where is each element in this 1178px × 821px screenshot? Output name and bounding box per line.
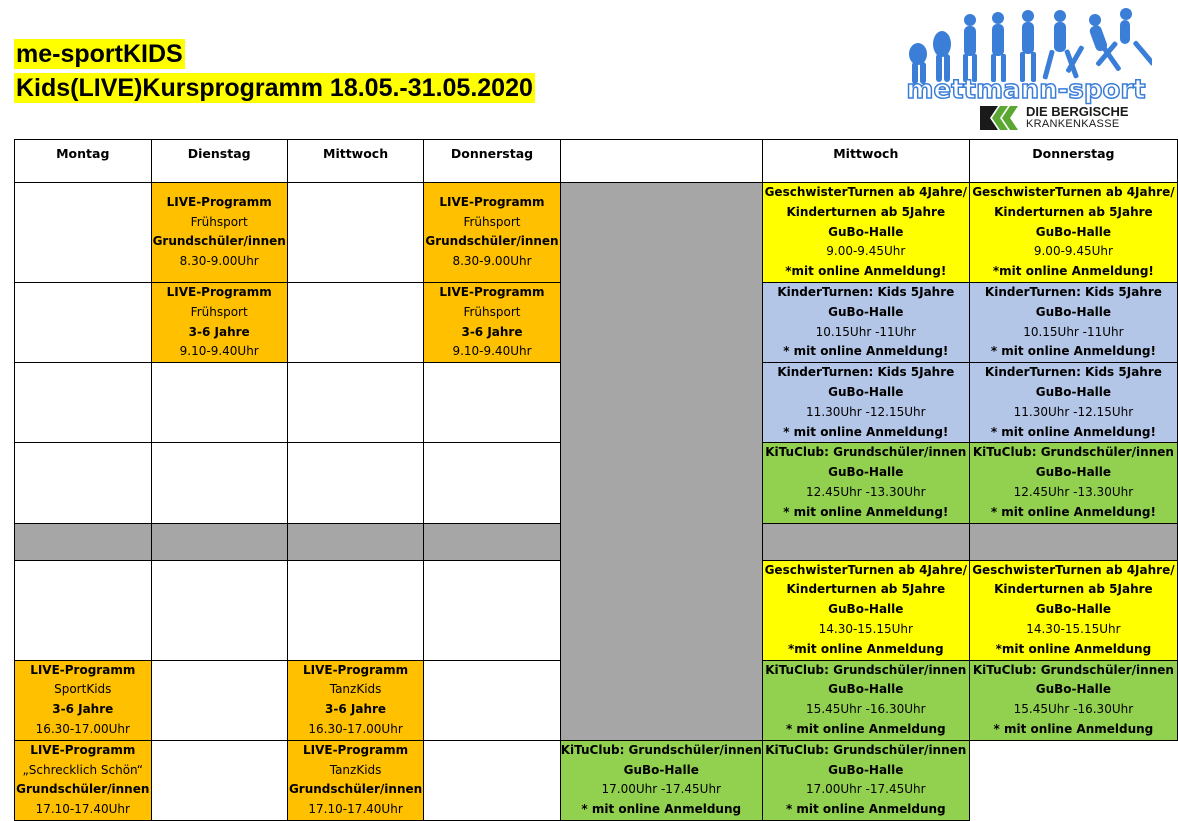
empty-cell [424, 740, 560, 820]
gubo-cell: KiTuClub: Grundschüler/innen GuBo-Halle 12.45Uhr -13.30Uhr * mit online Anmeldung! [762, 443, 969, 523]
empty-cell [15, 443, 152, 523]
empty-cell [151, 560, 287, 660]
empty-cell [287, 560, 423, 660]
schedule-table [14, 139, 1178, 821]
gubo-cell: KiTuClub: Grundschüler/innen GuBo-Halle 15.45Uhr -16.30Uhr * mit online Anmeldung [969, 660, 1177, 740]
empty-cell [424, 363, 560, 443]
gubo-cell: KiTuClub: Grundschüler/innen GuBo-Halle 15.45Uhr -16.30Uhr * mit online Anmeldung [762, 660, 969, 740]
empty-cell [151, 363, 287, 443]
empty-cell [424, 660, 560, 740]
col-header-mittwoch: Mittwoch [287, 140, 423, 183]
header-row [15, 140, 1178, 183]
table-row [15, 740, 1178, 820]
gubo-cell: GeschwisterTurnen ab 4Jahre/ Kinderturnen ab 5Jahre GuBo-Halle 14.30-15.15Uhr *mit online Anmeldung [762, 560, 969, 660]
col-header-dienstag: Dienstag [151, 140, 287, 183]
empty-cell [287, 443, 423, 523]
svg-text:mettmann-sport: mettmann-sport [906, 75, 1146, 105]
bkk-mark-icon [980, 106, 1022, 130]
bkk-name-line1: DIE BERGISCHE [1026, 104, 1129, 119]
live-cell: LIVE-Programm Frühsport 3-6 Jahre 9.10-9.40Uhr [424, 282, 560, 362]
gubo-cell: KinderTurnen: Kids 5Jahre GuBo-Halle 11.30Uhr -12.15Uhr * mit online Anmeldung! [969, 363, 1177, 443]
live-cell: LIVE-Programm Frühsport 3-6 Jahre 9.10-9.40Uhr [151, 282, 287, 362]
gubo-cell: KinderTurnen: Kids 5Jahre GuBo-Halle 10.15Uhr -11Uhr * mit online Anmeldung! [969, 282, 1177, 362]
col-header-mittwoch-halle: Mittwoch [762, 140, 969, 183]
empty-cell [287, 183, 423, 283]
live-cell: LIVE-Programm „Schrecklich Schön“ Grundschüler/innen 17.10-17.40Uhr [15, 740, 152, 820]
live-cell: LIVE-Programm TanzKids 3-6 Jahre 16.30-17.00Uhr [287, 660, 423, 740]
empty-cell [15, 282, 152, 362]
empty-cell [151, 443, 287, 523]
live-cell: LIVE-Programm TanzKids Grundschüler/innen 17.10-17.40Uhr [287, 740, 423, 820]
gubo-cell: GeschwisterTurnen ab 4Jahre/ Kinderturnen ab 5Jahre GuBo-Halle 9.00-9.45Uhr *mit online Anmeldung! [969, 183, 1177, 283]
mettmann-sport-logo [900, 6, 1152, 106]
separator-column [560, 183, 762, 741]
page-title: me-sportKIDS [16, 40, 183, 68]
empty-cell [287, 282, 423, 362]
live-cell: LIVE-Programm Frühsport Grundschüler/innen 8.30-9.00Uhr [151, 183, 287, 283]
gubo-cell: KinderTurnen: Kids 5Jahre GuBo-Halle 11.30Uhr -12.15Uhr * mit online Anmeldung! [762, 363, 969, 443]
empty-cell [287, 363, 423, 443]
gubo-cell: KiTuClub: Grundschüler/innen GuBo-Halle 17.00Uhr -17.45Uhr * mit online Anmeldung [560, 740, 762, 820]
col-header-donnerstag-halle: Donnerstag [969, 140, 1177, 183]
empty-cell [424, 560, 560, 660]
col-header-donnerstag: Donnerstag [424, 140, 560, 183]
bkk-logo [980, 104, 1129, 132]
live-cell: LIVE-Programm SportKids 3-6 Jahre 16.30-17.00Uhr [15, 660, 152, 740]
col-header-montag: Montag [15, 140, 152, 183]
empty-cell [151, 660, 287, 740]
page-subtitle: Kids(LIVE)Kursprogramm 18.05.-31.05.2020 [16, 74, 533, 102]
empty-cell [15, 183, 152, 283]
empty-cell [151, 740, 287, 820]
gubo-cell: KinderTurnen: Kids 5Jahre GuBo-Halle 10.15Uhr -11Uhr * mit online Anmeldung! [762, 282, 969, 362]
empty-cell [15, 363, 152, 443]
table-row [15, 183, 1178, 283]
separator-column [560, 140, 762, 183]
gubo-cell: GeschwisterTurnen ab 4Jahre/ Kinderturnen ab 5Jahre GuBo-Halle 14.30-15.15Uhr *mit online Anmeldung [969, 560, 1177, 660]
empty-cell [15, 560, 152, 660]
bkk-name-line2: KRANKENKASSE [1026, 118, 1120, 130]
gubo-cell: KiTuClub: Grundschüler/innen GuBo-Halle 17.00Uhr -17.45Uhr * mit online Anmeldung [762, 740, 969, 820]
live-cell: LIVE-Programm Frühsport Grundschüler/innen 8.30-9.00Uhr [424, 183, 560, 283]
gubo-cell: GeschwisterTurnen ab 4Jahre/ Kinderturnen ab 5Jahre GuBo-Halle 9.00-9.45Uhr *mit online Anmeldung! [762, 183, 969, 283]
empty-cell [424, 443, 560, 523]
gubo-cell: KiTuClub: Grundschüler/innen GuBo-Halle 12.45Uhr -13.30Uhr * mit online Anmeldung! [969, 443, 1177, 523]
